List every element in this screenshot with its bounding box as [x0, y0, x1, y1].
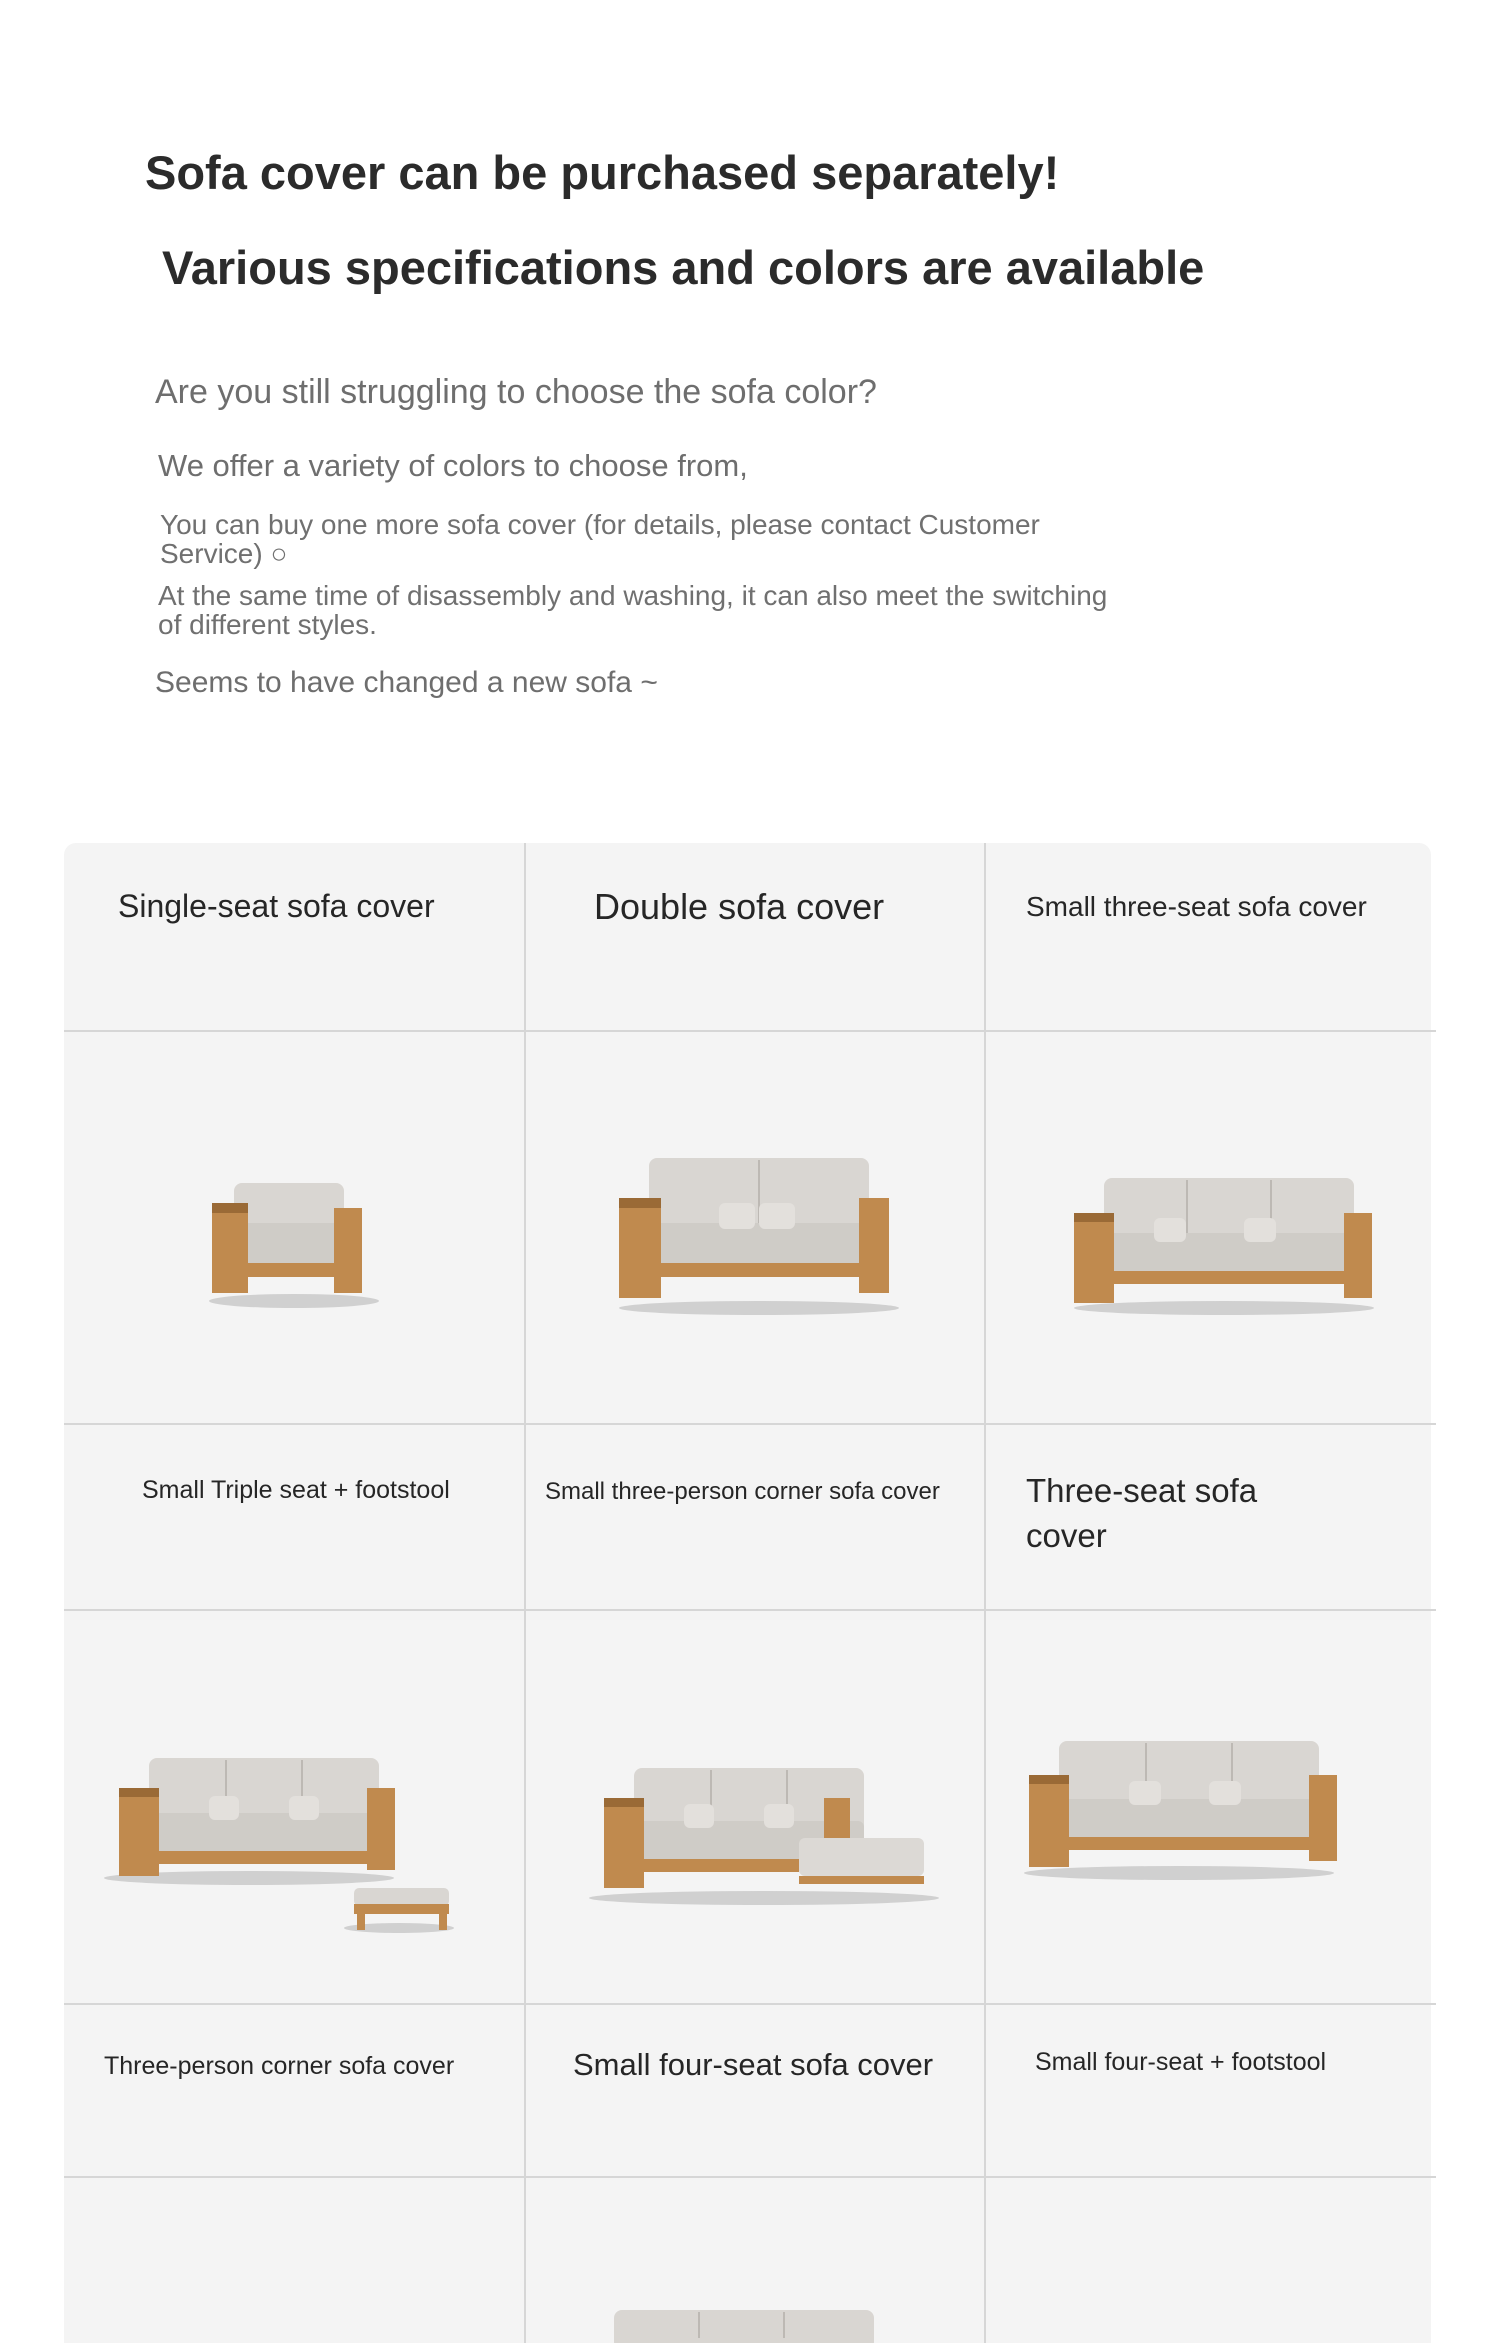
product-title-single-seat[interactable]: Single-seat sofa cover	[118, 888, 435, 924]
subheadline: Various specifications and colors are available	[162, 241, 1205, 294]
product-grid	[64, 843, 1431, 2343]
headline: Sofa cover can be purchased separately!	[145, 146, 1060, 199]
product-title-small-corner[interactable]: Small three-person corner sofa cover	[545, 1478, 940, 1505]
product-title-three-seat[interactable]: Three-seat sofa cover	[1026, 1472, 1258, 1554]
small-corner-sofa-icon[interactable]	[584, 1758, 954, 1908]
single-sofa-icon[interactable]	[194, 1163, 394, 1313]
product-title-four-seat[interactable]: Small four-seat sofa cover	[573, 2047, 934, 2082]
small-three-seat-sofa-icon[interactable]	[1064, 1168, 1384, 1318]
washing-text: At the same time of disassembly and washing, it can also meet the switching of different styles.	[158, 580, 1108, 640]
corner-sofa-partial-icon[interactable]	[594, 2298, 894, 2338]
new-sofa-text: Seems to have changed a new sofa ~	[155, 666, 658, 699]
product-title-small-three-seat[interactable]: Small three-seat sofa cover	[1026, 891, 1367, 922]
product-title-corner[interactable]: Three-person corner sofa cover	[104, 2052, 455, 2080]
product-title-double[interactable]: Double sofa cover	[594, 886, 885, 927]
three-seat-sofa-icon[interactable]	[1019, 1733, 1359, 1883]
product-title-triple-footstool[interactable]: Small Triple seat + footstool	[142, 1476, 450, 1504]
offer-text: We offer a variety of colors to choose from,	[158, 448, 748, 483]
buy-more-text: You can buy one more sofa cover (for details, please contact Customer Service) ○	[160, 509, 1040, 569]
triple-seat-footstool-icon[interactable]	[99, 1748, 469, 1938]
question-text: Are you still struggling to choose the sofa color?	[155, 373, 877, 411]
product-title-four-seat-footstool[interactable]: Small four-seat + footstool	[1035, 2048, 1327, 2076]
double-sofa-icon[interactable]	[609, 1148, 909, 1318]
